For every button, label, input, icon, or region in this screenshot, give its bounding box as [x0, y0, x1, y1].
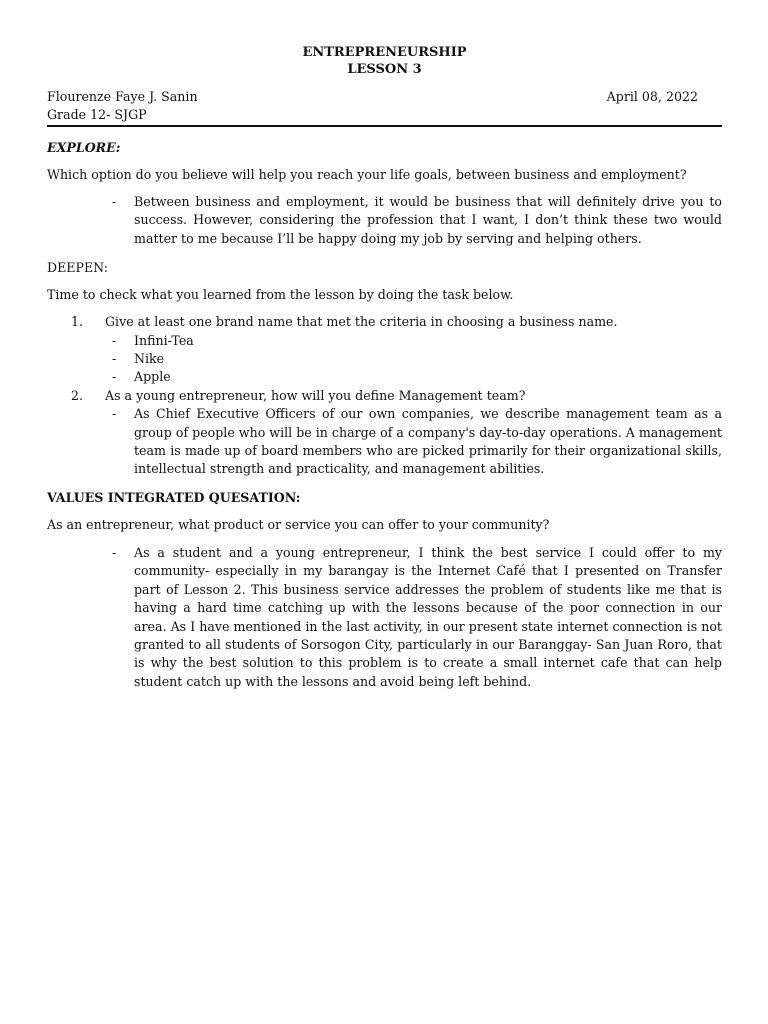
brand-name: Nike — [134, 351, 165, 367]
item-question: Give at least one brand name that met the criteria in choosing a business name. — [105, 314, 618, 330]
item-number: 2. — [71, 387, 84, 403]
header-divider — [47, 125, 722, 127]
list-item — [47, 332, 722, 350]
deepen-intro: Time to check what you learned from the lesson by doing the task below. — [47, 287, 514, 303]
dash-bullet: - — [112, 194, 117, 209]
lesson-label: LESSON 3 — [347, 62, 422, 77]
document-title: ENTREPRENEURSHIP — [302, 45, 467, 60]
dash-bullet: - — [112, 406, 117, 422]
student-name: Flourenze Faye J. Sanin — [47, 89, 198, 104]
document-date: April 08, 2022 — [606, 89, 698, 104]
dash-bullet: - — [112, 369, 117, 385]
dash-bullet: - — [112, 544, 117, 560]
item-question: As a young entrepreneur, how will you define Management team? — [105, 387, 526, 403]
values-heading: VALUES INTEGRATED QUESATION: — [47, 489, 301, 505]
student-info — [47, 88, 722, 124]
explore-answer-text: Between business and employment, it would be business that will definitely drive you to success. However, considering the profession that I want, I don’t think these two would matter to me because I’ll be happy doing my job by serving and helping others. — [134, 194, 722, 246]
explore-answer — [47, 193, 722, 248]
document-page — [47, 44, 722, 691]
item-number: 1. — [71, 314, 84, 330]
deepen-heading: DEEPEN: — [47, 260, 108, 276]
values-answer — [47, 544, 722, 691]
brand-name: Apple — [134, 369, 171, 385]
dash-bullet: - — [112, 351, 117, 367]
management-team-answer: As Chief Executive Officers of our own companies, we describe management team as a group of people who will be in charge of a company's day-to-day operations. A management team is made up of board members who are picked primarily for their organizational skills, intellectual strength and practicality, and management abilities. — [134, 406, 722, 477]
explore-heading: EXPLORE: — [47, 140, 121, 155]
deepen-list — [47, 313, 722, 479]
values-question: As an entrepreneur, what product or service you can offer to your community? — [47, 516, 550, 532]
list-item — [47, 368, 722, 386]
student-grade: Grade 12- SJGP — [47, 107, 147, 122]
brand-name: Infini-Tea — [134, 332, 194, 348]
dash-bullet: - — [112, 332, 117, 348]
values-answer-text: As a student and a young entrepreneur, I think the best service I could offer to my community- especially in my barangay is the Internet Café that I presented on Transfer part of Lesson 2. This business service addresses the problem of students like me that is having a hard time catching up with the lessons because of the poor connection in our area. As I have mentioned in the last activity, in our present state internet connection is not granted to all students of Sorsogon City, particularly in our Baranggay- San Juan Roro, that is why the best solution to this problem is to create a small internet cafe that can help student catch up with the lessons and avoid being left behind. — [134, 544, 722, 689]
list-item — [47, 313, 722, 331]
list-item — [47, 350, 722, 368]
list-item — [47, 405, 722, 479]
list-item — [47, 387, 722, 405]
explore-question: Which option do you believe will help you reach your life goals, between business and employment? — [47, 167, 687, 182]
